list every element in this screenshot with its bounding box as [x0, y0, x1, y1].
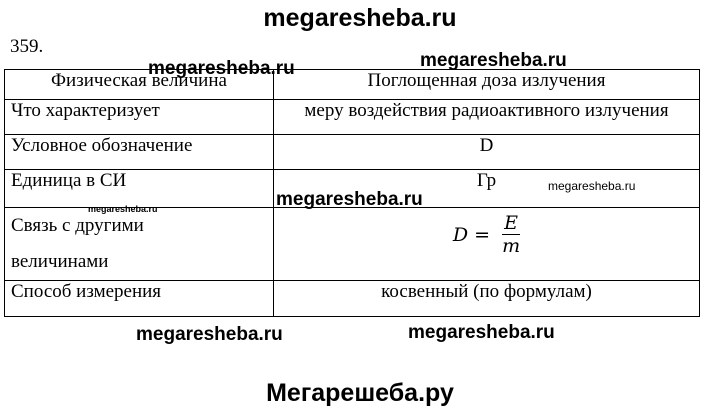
header-value: Поглощенная доза излучения: [274, 70, 700, 100]
table-row: [5, 135, 700, 170]
watermark-row-center: megaresheba.ru: [276, 189, 423, 210]
watermark-bottom: Мегарешеба.ру: [266, 379, 454, 407]
row-label: Условное обозначение: [5, 135, 274, 170]
row-label: [5, 208, 274, 281]
watermark-row-small: megaresheba.ru: [88, 204, 158, 214]
header-quantity: Физическая величина: [5, 70, 274, 100]
watermark-header-left: megaresheba.ru: [148, 58, 295, 79]
row-value: D: [274, 135, 700, 170]
formula-equals: =: [474, 223, 491, 246]
table-header-row: [5, 70, 700, 100]
row-label: Способ измерения: [5, 281, 274, 317]
watermark-bottom-left: megaresheba.ru: [136, 324, 283, 345]
formula-numerator: E: [504, 212, 519, 234]
task-number: 359.: [10, 36, 44, 57]
watermark-bottom-right: megaresheba.ru: [408, 322, 555, 343]
formula-lhs: D: [452, 223, 469, 246]
row-label: Единица в СИ: [5, 170, 274, 208]
table-row: [5, 281, 700, 317]
row-label-line2: величинами: [11, 251, 109, 272]
row-value: меру воздействия радиоактивного излучения: [274, 100, 700, 135]
row-value: косвенный (по формулам): [274, 281, 700, 317]
row-label-line1: Связь с другими: [11, 215, 144, 236]
row-value: Гр: [274, 170, 700, 208]
watermark-header-right: megaresheba.ru: [420, 50, 567, 71]
formula-fraction: [502, 212, 520, 257]
watermark-row-right: megaresheba.ru: [548, 179, 636, 193]
table-row: [5, 100, 700, 135]
watermark-top: megaresheba.ru: [263, 4, 457, 32]
row-label: Что характеризует: [5, 100, 274, 135]
formula: [453, 212, 520, 257]
formula-denominator: m: [502, 235, 521, 257]
table-row: [5, 208, 700, 281]
row-value: [274, 208, 700, 281]
